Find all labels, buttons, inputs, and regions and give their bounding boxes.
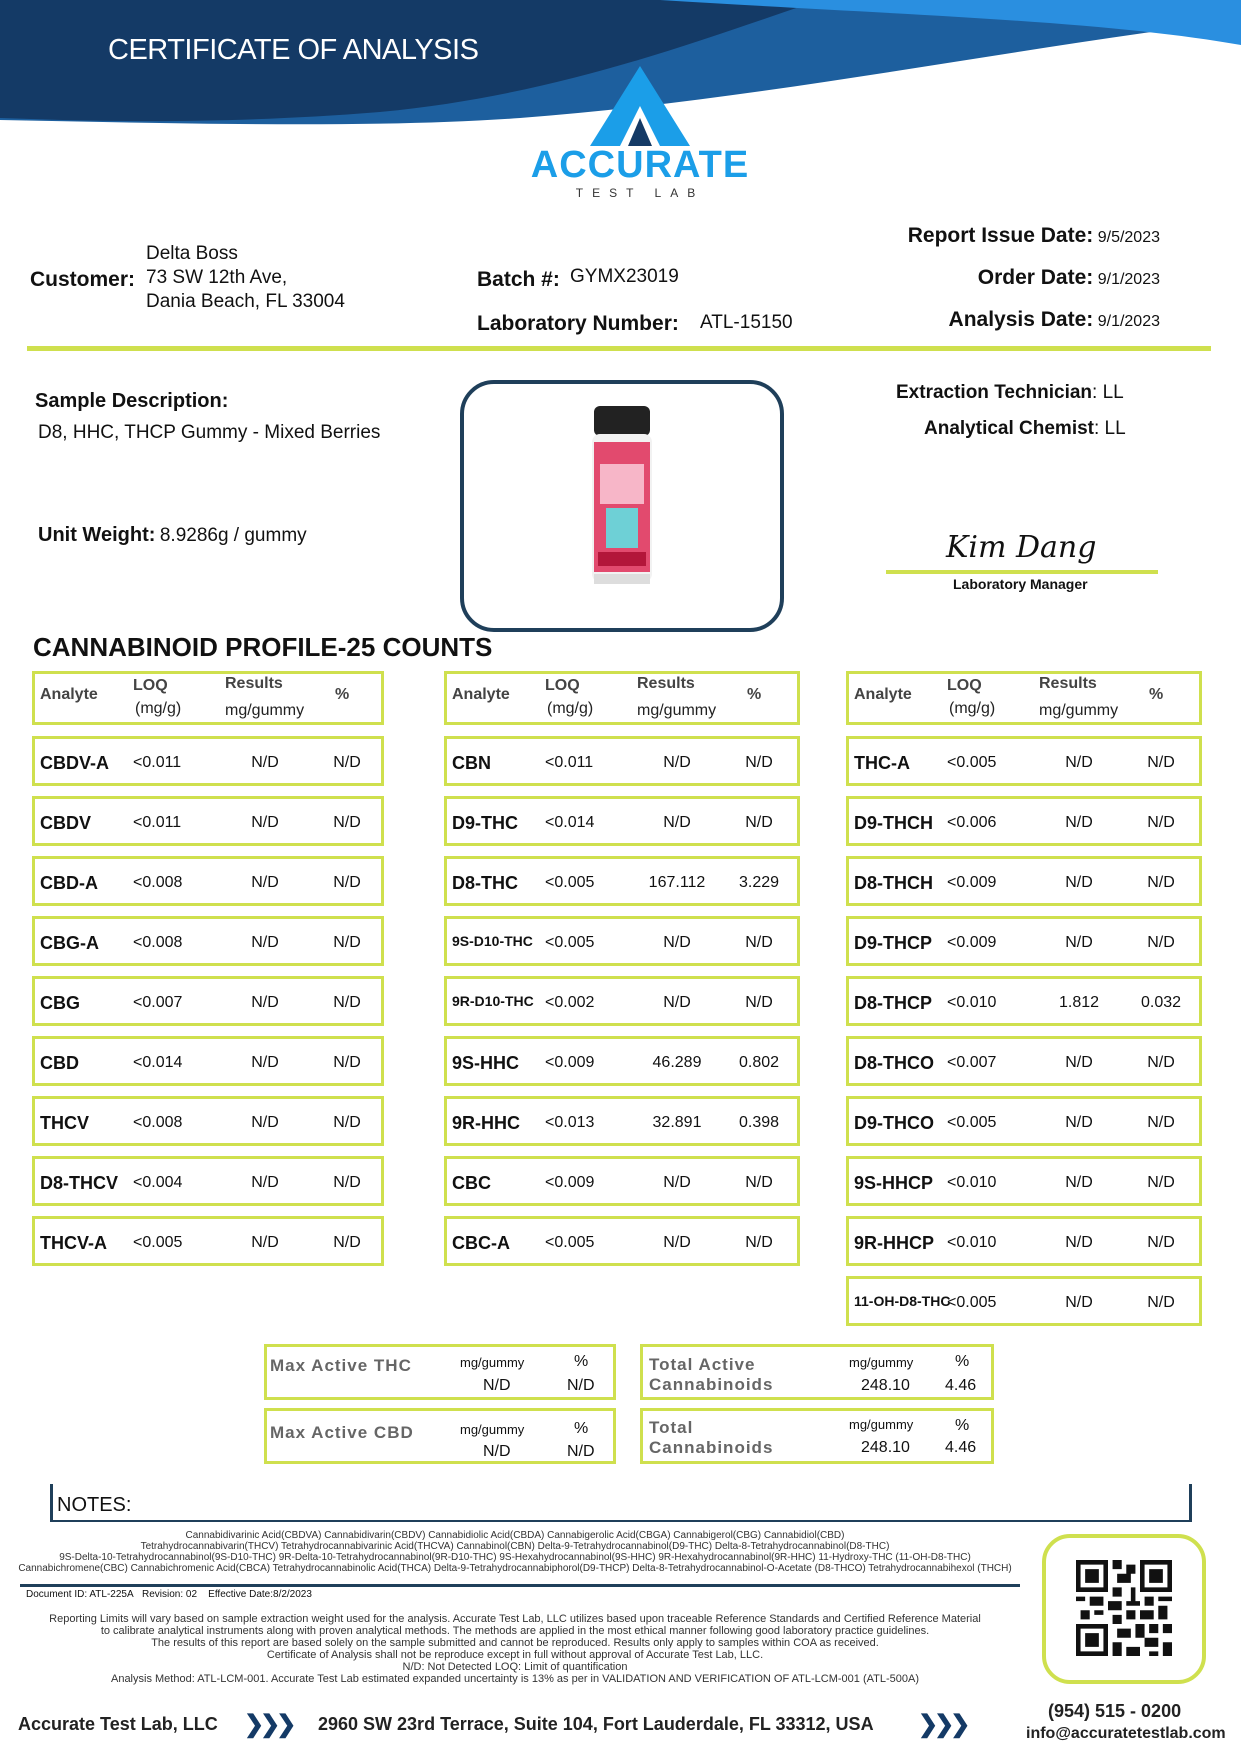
customer-name: Delta Boss — [146, 243, 238, 264]
analyte-name: THCV — [40, 1113, 89, 1133]
loq-value: <0.009 — [947, 874, 997, 891]
pct-value: N/D — [1147, 1294, 1175, 1311]
loq-value: <0.014 — [133, 1054, 183, 1071]
pct-value: N/D — [745, 814, 773, 831]
table-row — [846, 1156, 1202, 1206]
analysis-date — [840, 308, 1160, 332]
batch-label: Batch #: — [477, 268, 560, 291]
result-value: N/D — [251, 754, 279, 771]
notes-line: Cannabidivarinic Acid(CBDVA) Cannabidivarin(CBDV) Cannabidiolic Acid(CBDA) Cannabigerolic Acid(CBGA) Cannabigerol(CBG) Cannabidiol(CBD) — [185, 1530, 845, 1541]
extraction-tech — [896, 382, 1124, 404]
lab-number-value: ATL-15150 — [700, 312, 793, 333]
analyte-name: 9R-D10-THC — [452, 993, 534, 1009]
analyte-name: CBDV-A — [40, 753, 110, 773]
notes-box — [50, 1484, 1192, 1522]
table-row — [846, 1276, 1202, 1326]
footer-company: Accurate Test Lab, LLC — [18, 1714, 218, 1734]
manager-signature: Kim Dang — [946, 530, 1097, 565]
max-thc-mg: N/D — [483, 1377, 511, 1394]
qr-code-icon — [1076, 1560, 1172, 1656]
chevrons-icon: ❯❯❯ — [244, 1711, 293, 1738]
result-value: N/D — [1065, 934, 1093, 951]
table-row — [444, 1036, 800, 1086]
total-pct: 4.46 — [945, 1439, 977, 1456]
result-value: N/D — [251, 1234, 279, 1251]
pct-value: N/D — [1147, 1114, 1175, 1131]
qr-frame — [1042, 1534, 1206, 1684]
max-cbd-label: Max Active CBD — [270, 1423, 414, 1442]
result-value: N/D — [1065, 754, 1093, 771]
customer-address-2: Dania Beach, FL 33004 — [146, 291, 345, 312]
loq-value: <0.013 — [545, 1114, 595, 1131]
analyte-name: D8-THCO — [854, 1053, 934, 1073]
report-date-value: 9/5/2023 — [1097, 229, 1160, 246]
logo-triangle-icon — [520, 66, 760, 156]
header-analyte: Analyte — [40, 686, 98, 703]
profile-title: CANNABINOID PROFILE-25 COUNTS — [33, 632, 493, 662]
order-date — [840, 266, 1160, 290]
profile-header-row — [846, 671, 1202, 725]
pct-value: N/D — [333, 934, 361, 951]
result-value: N/D — [1065, 874, 1093, 891]
loq-value: <0.006 — [947, 814, 997, 831]
loq-value: <0.004 — [133, 1174, 183, 1191]
analyte-name: CBC — [452, 1173, 491, 1193]
order-date-value: 9/1/2023 — [1097, 271, 1160, 288]
analyte-name: 9S-HHC — [452, 1053, 520, 1073]
result-value: N/D — [251, 814, 279, 831]
pct-value: N/D — [1147, 934, 1175, 951]
header-loq: LOQ — [133, 677, 168, 694]
loq-value: <0.010 — [947, 1174, 997, 1191]
disclaimer-line: N/D: Not Detected LOQ: Limit of quantification — [402, 1661, 628, 1673]
pct-value: N/D — [333, 1114, 361, 1131]
total-active-label-1: Total Active — [649, 1355, 756, 1374]
table-row — [444, 1216, 800, 1266]
sample-value: D8, HHC, THCP Gummy - Mixed Berries — [38, 422, 381, 443]
table-row — [846, 1096, 1202, 1146]
analyte-name: D8-THCV — [40, 1173, 119, 1193]
total-active-pct-label: % — [955, 1353, 970, 1370]
pct-value: N/D — [745, 1234, 773, 1251]
result-value: N/D — [251, 994, 279, 1011]
pct-value: N/D — [745, 994, 773, 1011]
header-results-unit: mg/gummy — [1039, 702, 1119, 719]
analyte-name: D9-THCO — [854, 1113, 934, 1133]
total-box — [640, 1408, 994, 1464]
loq-value: <0.008 — [133, 874, 183, 891]
chemist-label: Analytical Chemist — [924, 418, 1094, 439]
loq-value: <0.002 — [545, 994, 595, 1011]
pct-value: N/D — [333, 1174, 361, 1191]
pct-value: N/D — [1147, 874, 1175, 891]
result-value: 32.891 — [652, 1114, 702, 1131]
max-thc-pct-label: % — [574, 1353, 589, 1370]
disclaimer-line: Reporting Limits will vary based on sample extraction weight used for the analysis. Accurate Test Lab, LLC utilizes based upon traceable Reference Standards and Certified Reference Material — [49, 1613, 981, 1625]
max-cbd-unit: mg/gummy — [460, 1422, 525, 1437]
table-row — [846, 916, 1202, 966]
pct-value: 0.032 — [1140, 994, 1182, 1011]
max-thc-label: Max Active THC — [270, 1356, 412, 1375]
max-cbd-mg: N/D — [483, 1443, 511, 1460]
loq-value: <0.009 — [545, 1174, 595, 1191]
max-thc-pct: N/D — [567, 1377, 595, 1394]
pct-value: N/D — [1147, 814, 1175, 831]
total-active-label-2: Cannabinoids — [649, 1375, 774, 1394]
header-divider — [27, 346, 1211, 351]
header-analyte: Analyte — [854, 686, 912, 703]
loq-value: <0.011 — [133, 754, 182, 771]
sample-label: Sample Description: — [35, 390, 229, 412]
header-loq: LOQ — [947, 677, 982, 694]
analyte-name: CBD — [40, 1053, 79, 1073]
analysis-date-value: 9/1/2023 — [1097, 313, 1160, 330]
document-effective: Effective Date:8/2/2023 — [208, 1589, 312, 1600]
report-date — [840, 224, 1160, 248]
batch-value: GYMX23019 — [570, 266, 679, 287]
header-results: Results — [225, 675, 283, 692]
loq-value: <0.005 — [133, 1234, 183, 1251]
notes-line: Tetrahydrocannabivarin(THCV) Tetrahydrocannabivarinic Acid(THCVA) Cannabinol(CBN) Delta-9-Tetrahydrocannabinol(D9-THC) Delta-8-Tetrahydrocannabinol(D8-THC) — [140, 1541, 890, 1552]
loq-value: <0.005 — [545, 874, 595, 891]
table-row — [444, 976, 800, 1026]
pct-value: N/D — [745, 1174, 773, 1191]
customer-address-1: 73 SW 12th Ave, — [146, 267, 288, 288]
manager-label: Laboratory Manager — [953, 576, 1088, 592]
result-value: N/D — [251, 1174, 279, 1191]
pct-value: N/D — [333, 994, 361, 1011]
loq-value: <0.009 — [545, 1054, 595, 1071]
analyte-name: D8-THCH — [854, 873, 933, 893]
analyte-name: CBDV — [40, 813, 92, 833]
max-cbd-box — [264, 1408, 616, 1464]
document-title: CERTIFICATE OF ANALYSIS — [108, 34, 479, 66]
total-active-mg: 248.10 — [861, 1377, 910, 1394]
total-unit: mg/gummy — [849, 1417, 914, 1432]
result-value: 167.112 — [648, 874, 706, 891]
disclaimer-line: The results of this report are based solely on the sample submitted and cannot be reproduced. Results only apply to samples within COA as received. — [151, 1637, 879, 1649]
table-row — [32, 1216, 384, 1266]
notes-text — [10, 1530, 1020, 1574]
table-row — [846, 976, 1202, 1026]
pct-value: N/D — [1147, 754, 1175, 771]
header-results-unit: mg/gummy — [637, 702, 717, 719]
loq-value: <0.005 — [545, 934, 595, 951]
result-value: N/D — [251, 1054, 279, 1071]
chemist-value: : LL — [1094, 418, 1126, 439]
pct-value: N/D — [333, 1234, 361, 1251]
analyte-name: THCV-A — [40, 1233, 107, 1253]
table-row — [846, 796, 1202, 846]
header-pct: % — [747, 686, 762, 703]
analyte-name: 9R-HHCP — [854, 1233, 935, 1253]
unit-weight-value: 8.9286g / gummy — [159, 525, 307, 546]
result-value: N/D — [1065, 1114, 1093, 1131]
table-row — [846, 736, 1202, 786]
result-value: N/D — [1065, 1054, 1093, 1071]
result-value: N/D — [663, 1234, 691, 1251]
table-row — [444, 1096, 800, 1146]
analyte-name: THC-A — [854, 753, 910, 773]
pct-value: N/D — [1147, 1234, 1175, 1251]
table-row — [846, 1216, 1202, 1266]
total-active-box — [640, 1344, 994, 1400]
pct-value: 3.229 — [738, 874, 780, 891]
document-id: Document ID: ATL-225A — [26, 1589, 134, 1600]
analyte-name: D9-THC — [452, 813, 518, 833]
extraction-tech-label: Extraction Technician — [896, 382, 1093, 403]
table-row — [444, 736, 800, 786]
disclaimer-line: Analysis Method: ATL-LCM-001. Accurate Test Lab estimated expanded uncertainty is 13% as per in VALIDATION AND VERIFICATION OF ATL-LCM-001 (ATL-500A) — [110, 1673, 920, 1685]
header-results-unit: mg/gummy — [225, 702, 305, 719]
result-value: N/D — [1065, 1234, 1093, 1251]
unit-weight — [38, 524, 307, 547]
disclaimer — [10, 1613, 1020, 1685]
loq-value: <0.014 — [545, 814, 595, 831]
profile-header-row — [32, 671, 384, 725]
footer-address: 2960 SW 23rd Terrace, Suite 104, Fort Lauderdale, FL 33312, USA — [318, 1714, 874, 1734]
result-value: N/D — [1065, 1294, 1093, 1311]
table-row — [444, 1156, 800, 1206]
notes-label: NOTES: — [57, 1494, 132, 1516]
pct-value: N/D — [745, 754, 773, 771]
total-label-1: Total — [649, 1418, 694, 1437]
loq-value: <0.007 — [947, 1054, 997, 1071]
analytical-chemist — [924, 418, 1126, 440]
analyte-name: CBN — [452, 753, 491, 773]
header-analyte: Analyte — [452, 686, 510, 703]
result-value: 1.812 — [1058, 994, 1100, 1011]
loq-value: <0.011 — [133, 814, 182, 831]
chevrons-icon: ❯❯❯ — [918, 1711, 967, 1738]
result-value: N/D — [251, 874, 279, 891]
table-row — [444, 796, 800, 846]
analyte-name: D9-THCH — [854, 813, 933, 833]
total-active-pct: 4.46 — [945, 1377, 977, 1394]
table-row — [32, 856, 384, 906]
table-row — [846, 1036, 1202, 1086]
product-jar-image — [464, 384, 780, 628]
loq-value: <0.008 — [133, 1114, 183, 1131]
lab-number-label: Laboratory Number: — [477, 312, 679, 335]
order-date-label: Order Date: — [977, 266, 1094, 289]
header-loq-unit: (mg/g) — [135, 700, 182, 717]
pct-value: N/D — [333, 754, 361, 771]
total-active-unit: mg/gummy — [849, 1355, 914, 1370]
analyte-name: CBC-A — [452, 1233, 510, 1253]
logo-name: ACCURATE — [530, 144, 750, 186]
max-cbd-pct: N/D — [567, 1443, 595, 1460]
loq-value: <0.008 — [133, 934, 183, 951]
analyte-name: D8-THCP — [854, 993, 933, 1013]
max-thc-unit: mg/gummy — [460, 1355, 525, 1370]
table-row — [444, 916, 800, 966]
document-info — [26, 1589, 312, 1600]
analyte-name: 9R-HHC — [452, 1113, 521, 1133]
max-cbd-pct-label: % — [574, 1420, 589, 1437]
result-value: N/D — [1065, 1174, 1093, 1191]
header-loq-unit: (mg/g) — [547, 700, 594, 717]
footer-email: info@accuratetestlab.com — [1026, 1725, 1226, 1742]
analyte-name: 11-OH-D8-THC — [854, 1293, 951, 1309]
pct-value: 0.398 — [738, 1114, 780, 1131]
pct-value: N/D — [333, 814, 361, 831]
pct-value: N/D — [745, 934, 773, 951]
result-value: N/D — [663, 754, 691, 771]
notes-line: Cannabichromene(CBC) Cannabichromenic Acid(CBCA) Tetrahydrocannabinolic Acid(THCA) Delta-9-Tetrahydrocannabiphorol(D9-THCP) Delta-8-Tetrahydrocannabinol-O-Acetate (D8-THCO) Tetrahydrocannabihexol (THCH) — [18, 1563, 1012, 1574]
result-value: N/D — [663, 1174, 691, 1191]
pct-value: 0.802 — [738, 1054, 780, 1071]
pct-value: N/D — [333, 1054, 361, 1071]
result-value: N/D — [251, 1114, 279, 1131]
table-row — [32, 1156, 384, 1206]
extraction-tech-value: : LL — [1092, 382, 1124, 403]
loq-value: <0.007 — [133, 994, 183, 1011]
table-row — [32, 916, 384, 966]
pct-value: N/D — [1147, 1054, 1175, 1071]
notes-divider — [20, 1584, 1020, 1587]
table-row — [32, 796, 384, 846]
table-row — [32, 976, 384, 1026]
loq-value: <0.011 — [545, 754, 594, 771]
total-mg: 248.10 — [861, 1439, 910, 1456]
unit-weight-label: Unit Weight: — [38, 524, 156, 546]
result-value: N/D — [1065, 814, 1093, 831]
analyte-name: CBD-A — [40, 873, 98, 893]
analyte-name: D8-THC — [452, 873, 518, 893]
analyte-name: 9S-D10-THC — [452, 933, 533, 949]
table-row — [32, 1096, 384, 1146]
table-row — [32, 1036, 384, 1086]
pct-value: N/D — [1147, 1174, 1175, 1191]
loq-value: <0.005 — [947, 1114, 997, 1131]
result-value: N/D — [663, 814, 691, 831]
analysis-date-label: Analysis Date: — [948, 308, 1094, 331]
profile-header-row — [444, 671, 800, 725]
company-logo — [520, 66, 760, 206]
result-value: N/D — [663, 994, 691, 1011]
footer-phone: (954) 515 - 0200 — [1048, 1701, 1182, 1721]
loq-value: <0.010 — [947, 994, 997, 1011]
analyte-name: CBG-A — [40, 933, 99, 953]
pct-value: N/D — [333, 874, 361, 891]
product-photo-frame — [460, 380, 784, 632]
disclaimer-line: to calibrate analytical instruments along with proven analytical methods. The methods are applied in the most ethical manner following good laboratory practice guidelines. — [100, 1625, 930, 1637]
result-value: N/D — [251, 934, 279, 951]
analyte-name: D9-THCP — [854, 933, 933, 953]
table-row — [32, 736, 384, 786]
total-label-2: Cannabinoids — [649, 1438, 774, 1457]
loq-value: <0.009 — [947, 934, 997, 951]
header-loq: LOQ — [545, 677, 580, 694]
signature-line — [886, 570, 1158, 574]
table-row — [846, 856, 1202, 906]
table-row — [444, 856, 800, 906]
header-results: Results — [637, 675, 695, 692]
document-revision: Revision: 02 — [142, 1589, 198, 1600]
analyte-name: 9S-HHCP — [854, 1173, 934, 1193]
customer-label: Customer: — [30, 268, 136, 291]
analyte-name: CBG — [40, 993, 80, 1013]
result-value: 46.289 — [652, 1054, 702, 1071]
header-loq-unit: (mg/g) — [949, 700, 996, 717]
logo-sub: TEST LAB — [575, 186, 705, 200]
max-thc-box — [264, 1344, 616, 1400]
disclaimer-line: Certificate of Analysis shall not be reproduce except in full without approval of Accurate Test Lab, LLC. — [266, 1649, 764, 1661]
header-pct: % — [1149, 686, 1164, 703]
header-results: Results — [1039, 675, 1097, 692]
loq-value: <0.005 — [947, 1294, 997, 1311]
loq-value: <0.005 — [947, 754, 997, 771]
header-pct: % — [335, 686, 350, 703]
result-value: N/D — [663, 934, 691, 951]
notes-line: 9S-Delta-10-Tetrahydrocannabinol(9S-D10-THC) 9R-Delta-10-Tetrahydrocannabinol(9R-D10-THC) 9S-Hexahydrocannabinol(9S-HHC) 9R-Hexahydrocannabinol(9R-HHC) 11-Hydroxy-THC (11-OH-D8-THC) — [59, 1552, 971, 1563]
report-date-label: Report Issue Date: — [907, 224, 1094, 247]
total-pct-label: % — [955, 1417, 970, 1434]
loq-value: <0.010 — [947, 1234, 997, 1251]
loq-value: <0.005 — [545, 1234, 595, 1251]
